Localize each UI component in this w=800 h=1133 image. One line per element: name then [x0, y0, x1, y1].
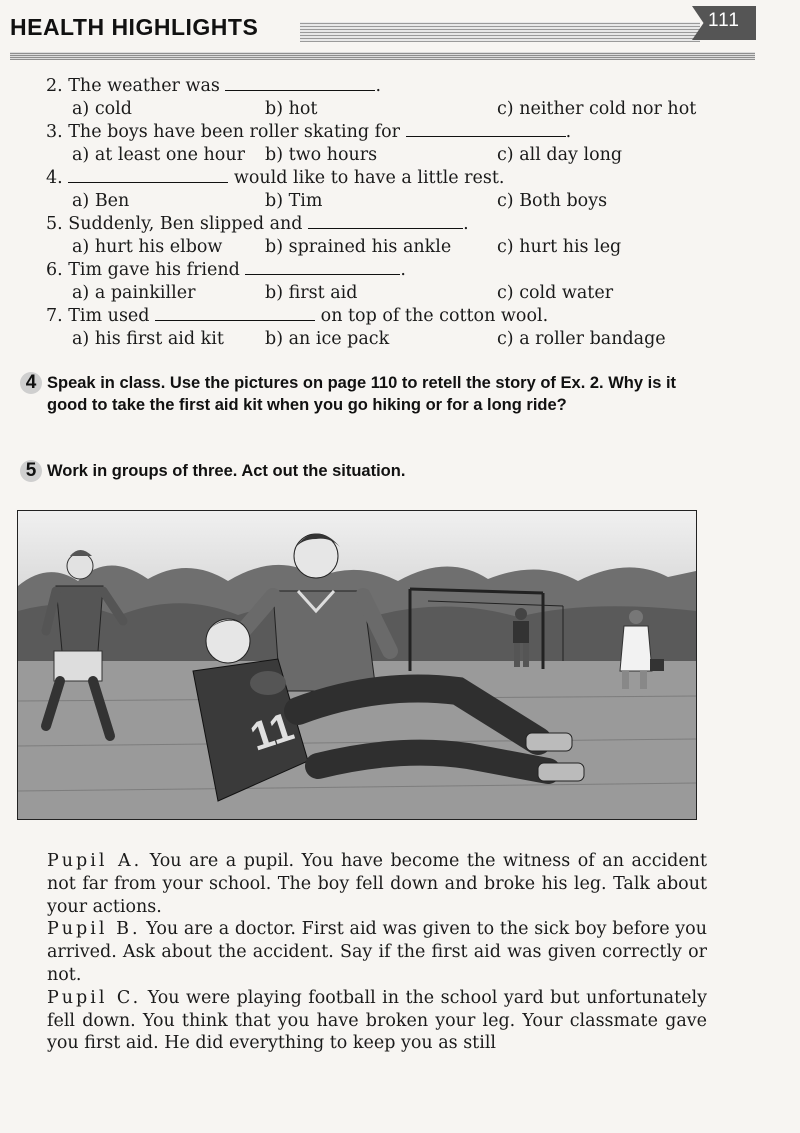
- option: c) cold water: [497, 283, 614, 303]
- option: b) two hours: [265, 145, 378, 165]
- answer-blank: [225, 76, 375, 91]
- option: c) hurt his leg: [497, 237, 622, 257]
- question-5: 5. Suddenly, Ben slipped and .: [46, 214, 469, 234]
- option: c) all day long: [497, 145, 623, 165]
- option: b) Tim: [265, 191, 323, 211]
- answer-blank: [245, 260, 400, 275]
- header-bottom-rule: [10, 52, 755, 60]
- option: b) sprained his ankle: [265, 237, 452, 257]
- task-4-number: 4: [20, 372, 42, 394]
- question-3: 3. The boys have been roller skating for .: [46, 122, 572, 142]
- role-pupil-b: Pupil B. You are a doctor. First aid was given to the sick boy before you arrived. Ask about the accident. Say if the first aid was given correctly or not.: [47, 919, 707, 985]
- task-5-instructions: Work in groups of three. Act out the situation.: [47, 462, 406, 480]
- task-4-instructions: Speak in class. Use the pictures on page 110 to retell the story of Ex. 2. Why is it good to take the first aid kit when you go hiking or for a long ride?: [47, 374, 677, 414]
- question-4: 4. would like to have a little rest.: [46, 168, 505, 188]
- option: c) Both boys: [497, 191, 608, 211]
- question-7: 7. Tim used on top of the cotton wool.: [46, 306, 549, 326]
- page-number: 111: [708, 10, 740, 31]
- option: b) first aid: [265, 283, 358, 303]
- illustration-svg: [18, 511, 696, 819]
- option: a) his first aid kit: [72, 329, 224, 349]
- option: a) a painkiller: [72, 283, 196, 303]
- option: c) neither cold nor hot: [497, 99, 697, 119]
- shirt-number: 11: [245, 704, 300, 760]
- role-pupil-a: Pupil A. You are a pupil. You have become the witness of an accident not far from your school. The boy fell down and broke his leg. Talk about your actions.: [47, 851, 707, 917]
- option: a) cold: [72, 99, 132, 119]
- option: a) Ben: [72, 191, 130, 211]
- answer-blank: [155, 306, 315, 321]
- football-injury-illustration: [17, 510, 697, 820]
- option: b) hot: [265, 99, 318, 119]
- answer-blank: [308, 214, 463, 229]
- roleplay-text: [47, 850, 707, 1055]
- answer-blank: [406, 122, 566, 137]
- page-title: HEALTH HIGHLIGHTS: [10, 14, 259, 40]
- task-5-number: 5: [20, 460, 42, 482]
- question-6: 6. Tim gave his friend .: [46, 260, 406, 280]
- answer-blank: [68, 168, 228, 183]
- role-pupil-c: Pupil C. You were playing football in the school yard but unfortunately fell down. You think that you have broken your leg. Your classmate gave you first aid. He did everything to keep you as still: [47, 987, 707, 1054]
- header-divider: [300, 22, 700, 42]
- question-2: 2. The weather was .: [46, 76, 382, 96]
- option: b) an ice pack: [265, 329, 390, 349]
- option: c) a roller bandage: [497, 329, 666, 349]
- option: a) at least one hour: [72, 145, 245, 165]
- option: a) hurt his elbow: [72, 237, 223, 257]
